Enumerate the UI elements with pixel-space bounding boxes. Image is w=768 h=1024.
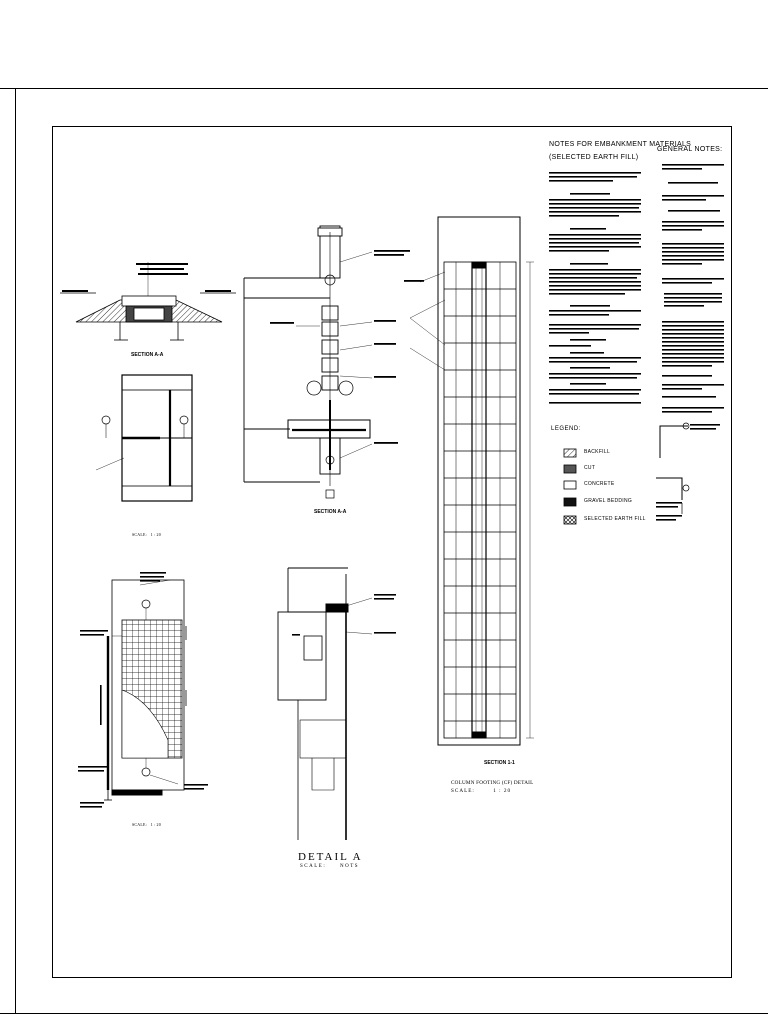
section-aa-mid-callouts: [270, 250, 424, 444]
detail-a-title: DETAIL A: [298, 851, 363, 863]
general-notes-sketches: [656, 423, 689, 514]
embankment-notes-title: NOTES FOR EMBANKMENT MATERIALS: [549, 141, 692, 148]
legend-swatches: [564, 449, 576, 524]
section-aa-mid-title: SECTION A-A: [314, 509, 347, 515]
detail-a-callouts: [292, 594, 396, 636]
detail-a-scale-label: SCALE:: [300, 864, 327, 869]
foundation-plan-scale-label: SCALE:: [132, 822, 147, 827]
footing-plan-scale-value: 1 : 20: [150, 532, 161, 537]
section-aa-mid-drawing: [244, 226, 372, 498]
legend-item-concrete: CONCRETE: [584, 481, 615, 487]
column-footing-scale-value: 1 : 20: [493, 788, 512, 794]
detail-a-scale: [300, 864, 359, 869]
foundation-plan-scale-value: 1 : 20: [150, 822, 161, 827]
leader-lines: [410, 272, 445, 370]
embankment-notes-subtitle: (SELECTED EARTH FILL): [549, 154, 639, 161]
column-footing-detail-drawing: [438, 217, 534, 745]
legend-item-backfill: BACKFILL: [584, 449, 611, 455]
section-aa-left-title: SECTION A-A: [131, 352, 164, 358]
legend-item-gravel-bedding: GRAVEL BEDDING: [584, 498, 633, 504]
foundation-plan-scale: [132, 822, 161, 827]
section-aa-left-annotations: [62, 263, 231, 292]
legend-item-cut: CUT: [584, 465, 596, 471]
legend-title: LEGEND:: [551, 426, 581, 432]
detail-a-drawing: [278, 568, 372, 840]
footing-plan-scale-label: SCALE:: [132, 532, 147, 537]
section-11-title: SECTION 1-1: [484, 760, 515, 766]
column-footing-scale: [451, 788, 511, 794]
column-footing-scale-label: SCALE:: [451, 788, 475, 794]
footing-plan-drawing: [96, 375, 192, 501]
legend-item-selected-earth-fill: SELECTED EARTH FILL: [584, 516, 646, 522]
foundation-plan-drawing: [104, 580, 186, 800]
general-notes-title: GENERAL NOTES:: [657, 146, 723, 153]
column-footing-caption: COLUMN FOOTING (CF) DETAIL: [451, 780, 534, 786]
detail-a-scale-value: NOTS: [339, 864, 360, 869]
footing-plan-scale: [132, 532, 161, 537]
